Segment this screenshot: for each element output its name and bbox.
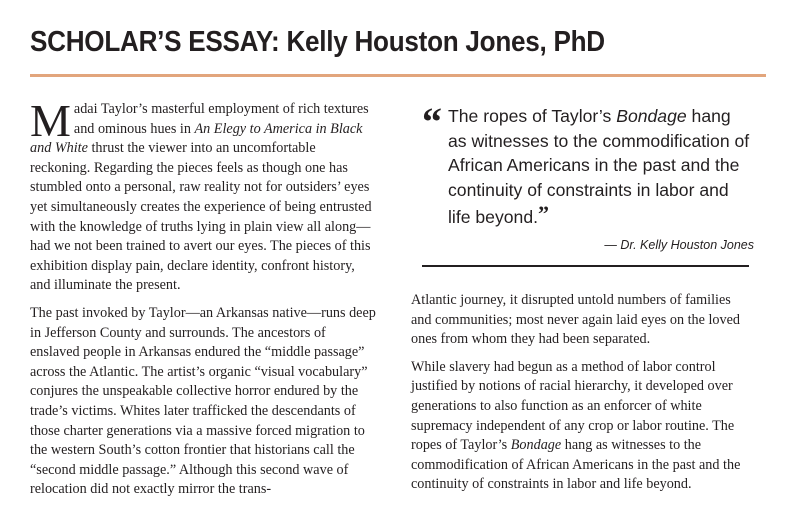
pull-quote-text <box>448 104 752 230</box>
paragraph-1-text-a: adai Taylor’s masterful employment of rich textures and ominous hues in <box>73 101 369 137</box>
open-quote-mark: “ <box>422 99 442 144</box>
pull-quote-text-a: The ropes of Taylor’s <box>448 106 617 126</box>
pull-quote-text-b: hang as witnesses to the commodification of African Americans in the past and the continuity of constraints in labor and life beyond. <box>448 106 750 228</box>
paragraph-4 <box>411 358 751 495</box>
title-divider <box>30 74 766 77</box>
paragraph-1 <box>30 95 378 296</box>
right-column <box>411 291 751 503</box>
paragraph-3: Atlantic journey, it disrupted untold numbers of families and communities; most never again laid eyes on the loved ones from whom they had been separated. <box>411 292 740 348</box>
pull-quote-divider <box>422 265 749 267</box>
paragraph-1-text-b: thrust the viewer into an uncomfortable reckoning. Regarding the pieces feels as though one has stumbled onto a personal, raw reality not for outsiders’ eyes yet simultaneously creates the experience of being entrusted with the knowledge of truths lying in plain view all along—had we not been trained to avert our eyes. The pieces of this exhibition display pain, declare identity, confront history, and illuminate the present. <box>30 140 372 294</box>
essay-title: SCHOLAR’S ESSAY: Kelly Houston Jones, PhD <box>30 26 605 58</box>
paragraph-4-text-a: While slavery had begun as a method of labor control justified by notions of racial hierarchy, it developed over generations to also function as an enforcer of white supremacy independent of any crop or labor routine. The ropes of Taylor’s <box>411 358 735 454</box>
artwork-title: Bondage <box>510 437 562 454</box>
drop-cap: M <box>30 95 71 146</box>
paragraph-2: The past invoked by Taylor—an Arkansas native—runs deep in Jefferson County and surrounds. The ancestors of enslaved people in Arkansas endured the “middle passage” across the Atlantic. The artist’s organic “visual vocabulary” conjures the unspeakable collective horror endured by the trade’s victims. Whites later trafficked the descendants of those charter generations via a massive forced migration to the western South’s cotton frontier that historians call the “second middle passage.” Although this second wave of relocation did not exactly mirror the trans- <box>30 304 376 498</box>
pull-quote-attribution: — Dr. Kelly Houston Jones <box>604 237 754 252</box>
paragraph-4-text-b: hang as witnesses to the commodification of African Americans in the past and the continuity of constraints in labor and life beyond. <box>411 437 741 493</box>
left-column <box>30 95 378 508</box>
close-quote-mark: ” <box>538 201 549 227</box>
exhibition-title: An Elegy to America in Black and White <box>30 120 363 157</box>
pull-quote <box>422 99 754 252</box>
pull-quote-artwork-title: Bondage <box>616 106 687 126</box>
